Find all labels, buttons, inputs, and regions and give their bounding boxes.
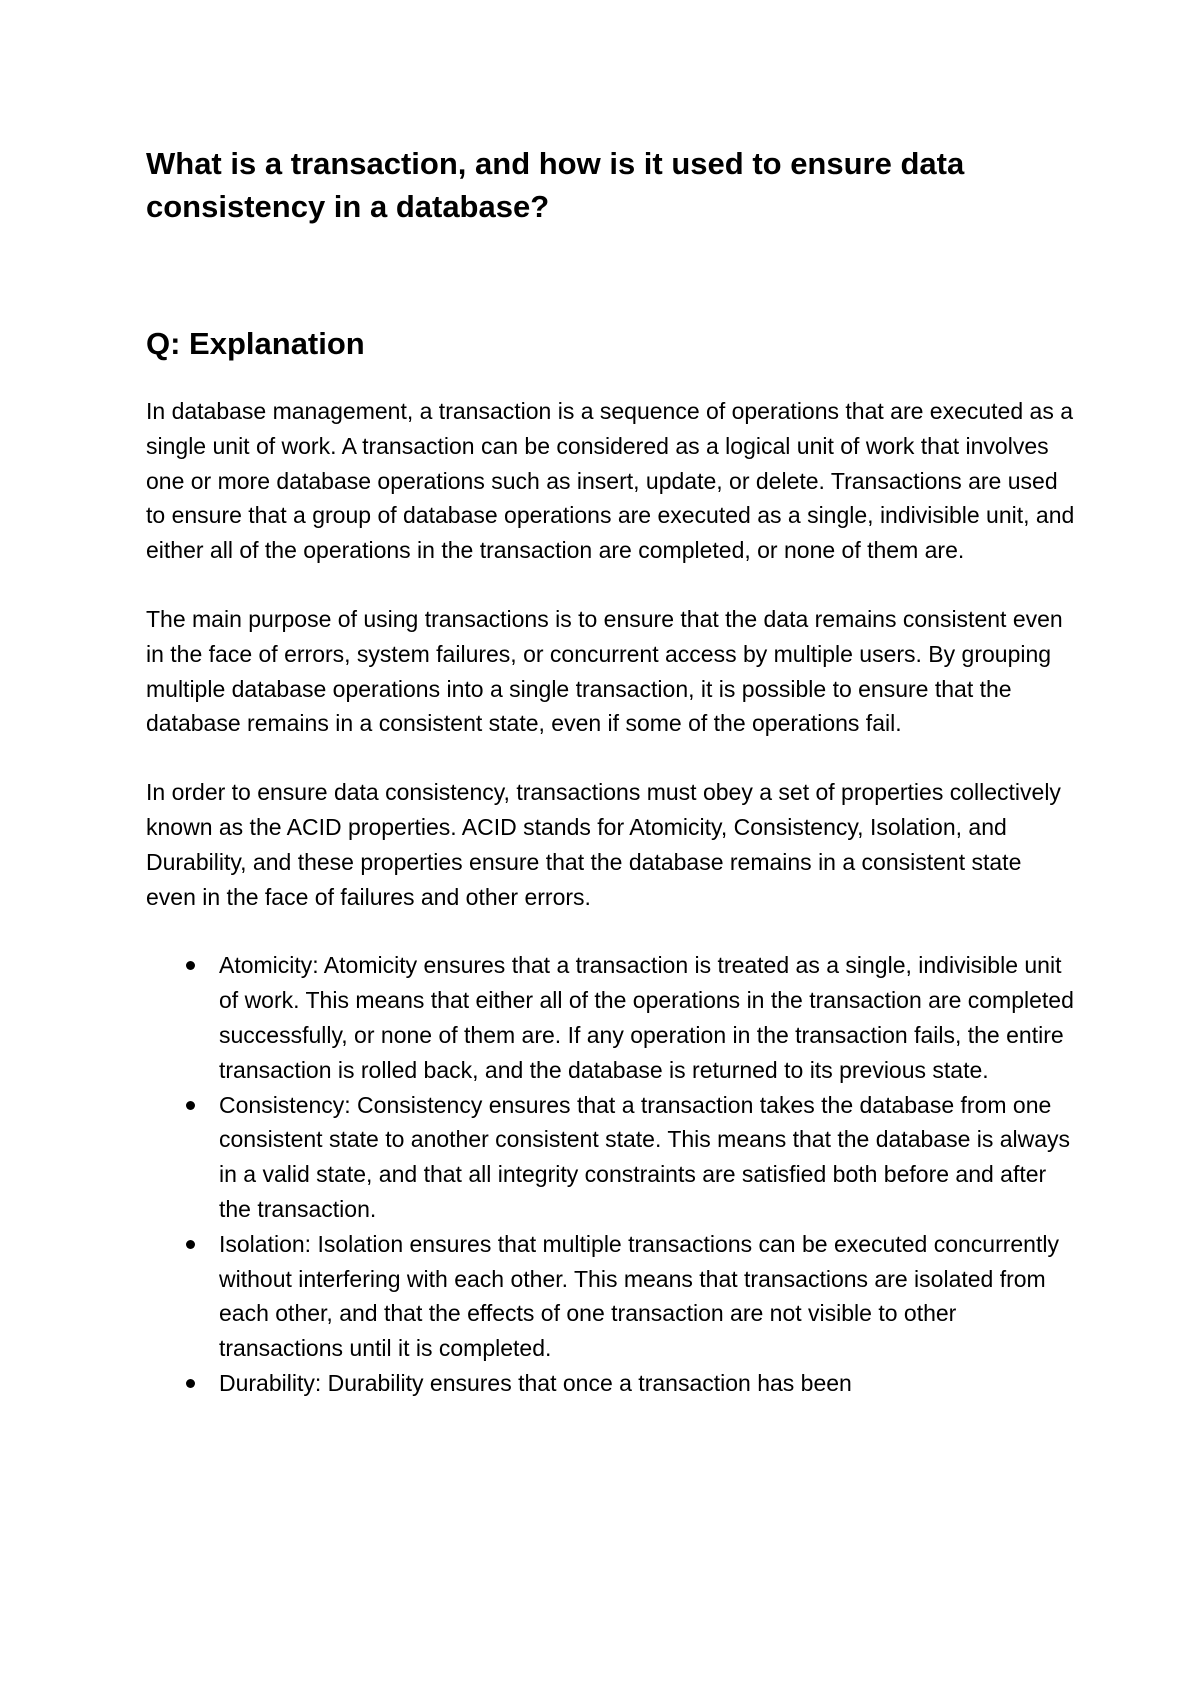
section-heading: Q: Explanation: [146, 326, 365, 361]
bullet-text: Atomicity: Atomicity ensures that a transaction is treated as a single, indivisible unit of work. This means that either all of the operations in the transaction are completed successfully, or none of them are. If any operation in the transaction fails, the entire transaction is rolled back, and the database is returned to its previous state.: [219, 952, 1074, 1083]
bullet-dot-icon: [186, 961, 195, 970]
bullet-consistency: [146, 1088, 1076, 1227]
bullet-dot-icon: [186, 1379, 195, 1388]
bullet-durability: [146, 1366, 1076, 1401]
acid-bullet-list: [146, 948, 1076, 1400]
bullet-dot-icon: [186, 1240, 195, 1249]
bullet-atomicity: [146, 948, 1076, 1087]
bullet-dot-icon: [186, 1101, 195, 1110]
document-content: [146, 142, 1076, 1401]
document-title: What is a transaction, and how is it used to ensure data consistency in a database?: [146, 146, 965, 224]
bullet-isolation: [146, 1227, 1076, 1366]
paragraph-transaction-purpose: The main purpose of using transactions is to ensure that the data remains consistent even in the face of errors, system failures, or concurrent access by multiple users. By grouping multiple database operations into a single transaction, it is possible to ensure that the database remains in a consistent state, even if some of the operations fail.: [146, 605, 1063, 737]
paragraph-transaction-definition: In database management, a transaction is a sequence of operations that are executed as a single unit of work. A transaction can be considered as a logical unit of work that involves one or more database operations such as insert, update, or delete. Transactions are used to ensure that a group of database operations are executed as a single, indivisible unit, and either all of the operations in the transaction are completed, or none of them are.: [146, 398, 1075, 564]
bullet-text: Consistency: Consistency ensures that a transaction takes the database from one consistent state to another consistent state. This means that the database is always in a valid state, and that all integrity constraints are satisfied both before and after the transaction.: [219, 1091, 1071, 1222]
bullet-text: Isolation: Isolation ensures that multiple transactions can be executed concurrently without interfering with each other. This means that transactions are isolated from each other, and that the effects of one transaction are not visible to other transactions until it is completed.: [219, 1230, 1059, 1362]
paragraph-acid-intro: In order to ensure data consistency, transactions must obey a set of properties collectively known as the ACID properties. ACID stands for Atomicity, Consistency, Isolation, and Durability, and these properties ensure that the database remains in a consistent state even in the face of failures and other errors.: [146, 779, 1061, 910]
bullet-text: Durability: Durability ensures that once a transaction has been: [219, 1369, 852, 1396]
